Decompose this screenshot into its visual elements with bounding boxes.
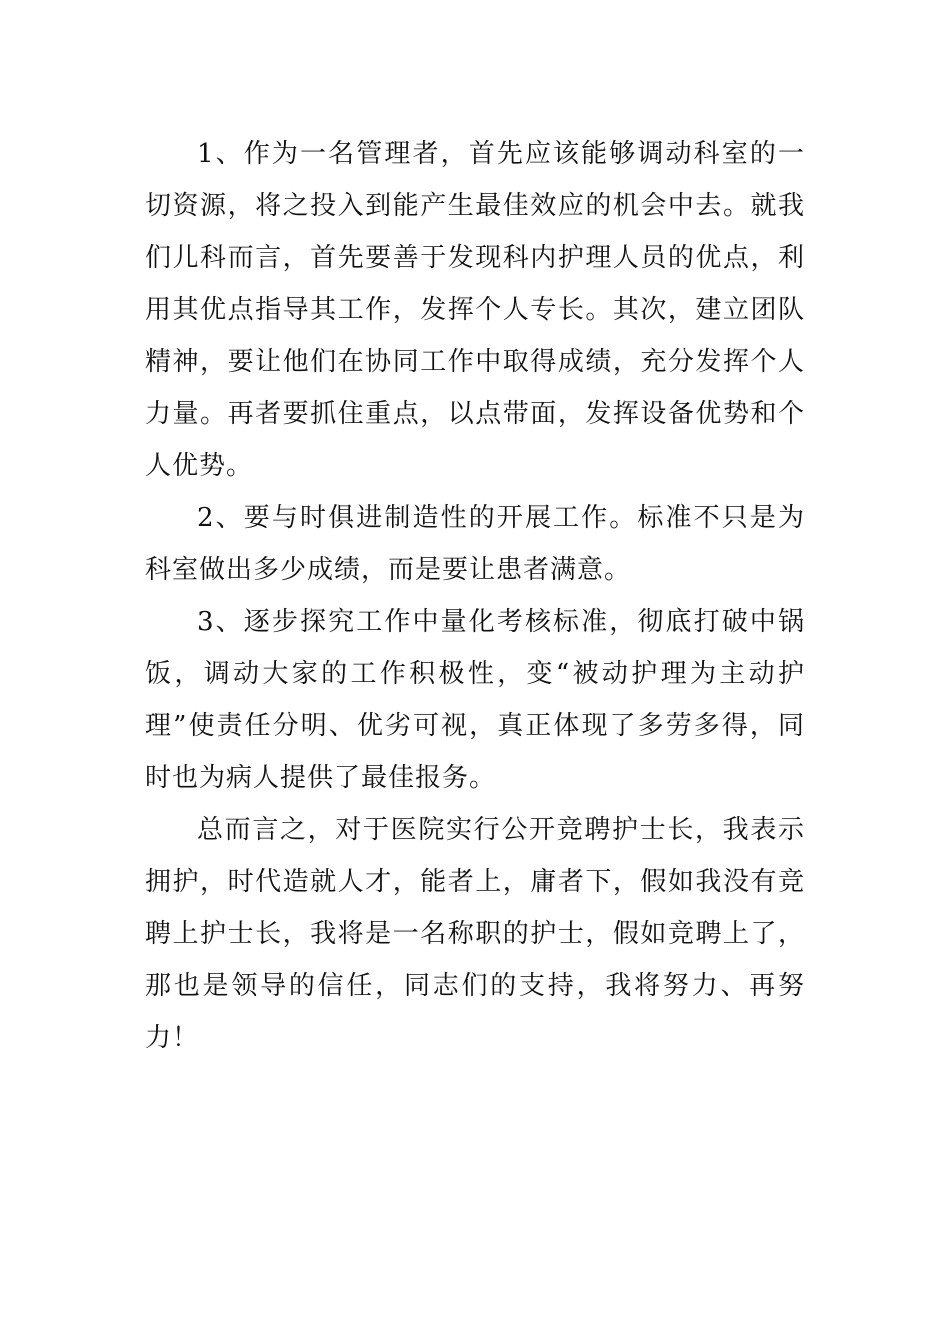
paragraph-1: 1、作为一名管理者，首先应该能够调动科室的一切资源，将之投入到能产生最佳效应的机会中去。就我们儿科而言，首先要善于发现科内护理人员的优点，利用其优点指导其工作，发挥个人专长。其次，建立团队精神，要让他们在协同工作中取得成绩，充分发挥个人力量。再者要抓住重点，以点带面，发挥设备优势和个人优势。 <box>145 139 805 481</box>
paragraph-3: 3、逐步探究工作中量化考核标准，彻底打破中锅饭，调动大家的工作积极性，变“被动护理为主动护理”使责任分明、优劣可视，真正体现了多劳多得，同时也为病人提供了最佳报务。 <box>145 607 805 793</box>
paragraph-2: 2、要与时俱进制造性的开展工作。标准不只是为科室做出多少成绩，而是要让患者满意。 <box>145 503 805 585</box>
paragraph-4: 总而言之，对于医院实行公开竞聘护士长，我表示拥护，时代造就人才，能者上，庸者下，假如我没有竞聘上护士长，我将是一名称职的护士，假如竞聘上了，那也是领导的信任，同志们的支持，我将努力、再努力！ <box>145 815 805 1053</box>
document-body <box>145 128 805 1064</box>
